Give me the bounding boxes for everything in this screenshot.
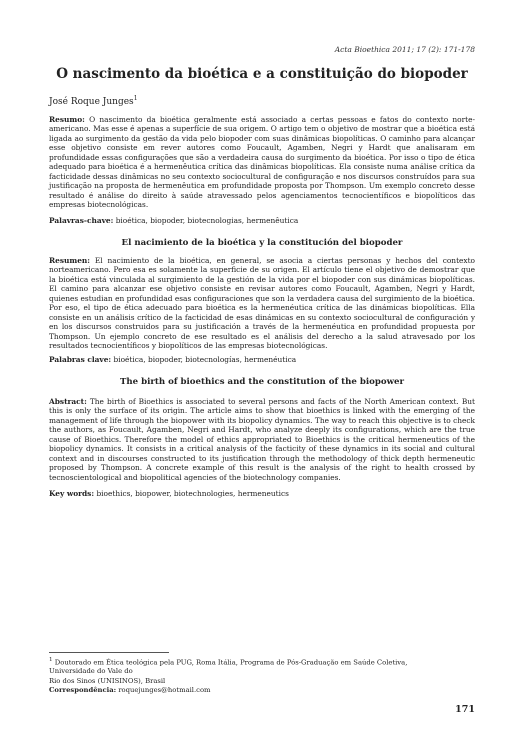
abstract-text: The birth of Bioethics is associated to several persons and facts of the North American context. But this is only the surface of its origin. The article aims to show that bioethics is linked with the emerging of the management of life through the biopower with its biopolicy dynamics. The way to reach this objective is to check the authors, as Foucault, Agamben, Negri and Hardt, who analyze deeply its configurations, which are the true cause of Bioethics. Therefore the model of ethics appropriated to Bioethics is the critical hermeneutics of the biopolicy dynamics. It consists in a critical analysis of the facticity of these dynamics in its social and cultural context and in discourses constructed to its justification through the methodology of thick depth hermeneutic proposed by Thompson. A concrete example of this result is the analysis of the right to health crossed by tecnoscientological and biopolitical agencies of the biotechnology companies. [49, 397, 475, 482]
footnote [49, 656, 439, 695]
footnote-correspondence [49, 686, 439, 695]
section-title-spanish: El nacimiento de la bioética y la constitución del biopoder [121, 238, 403, 248]
keywords-spanish [49, 355, 475, 364]
abstract-label: Resumen: [49, 256, 91, 265]
keywords-text: bioethics, biopower, biotechnologies, hermeneutics [96, 489, 289, 498]
keywords-text: bioética, biopoder, biotecnologías, hermenéutica [113, 355, 297, 364]
keywords-text: bioética, biopoder, biotecnologias, hermenêutica [115, 216, 299, 225]
keywords-portuguese [49, 216, 475, 225]
affiliation-line-2: Rio dos Sinos (UNISINOS), Brasil [49, 676, 166, 685]
section-title-english: The birth of bioethics and the constitution of the biopower [120, 377, 404, 387]
keywords-english [49, 489, 475, 498]
author-footnote-marker: 1 [133, 95, 138, 102]
keywords-label: Palabras clave: [49, 355, 112, 364]
abstract-spanish [49, 256, 475, 351]
journal-citation: Acta Bioethica 2011; 17 (2): 171-178 [334, 45, 475, 54]
abstract-english [49, 397, 475, 482]
author-line [49, 95, 138, 107]
keywords-label: Key words: [49, 489, 95, 498]
footnote-divider [49, 652, 169, 653]
article-title: O nascimento da bioética e a constituição do biopoder [56, 66, 468, 82]
keywords-label: Palavras-chave: [49, 216, 114, 225]
correspondence-email[interactable]: roquejunges@hotmail.com [118, 685, 211, 694]
abstract-label: Resumo: [49, 115, 85, 124]
footnote-marker: 1 [49, 657, 53, 663]
page-number: 171 [455, 704, 475, 715]
correspondence-label: Correspondência: [49, 685, 117, 694]
abstract-text: El nacimiento de la bioética, en general, se asocia a ciertas personas y hechos del contexto norteamericano. Pero esa es solamente la superficie de su origen. El artículo tiene el objetivo de demostrar que la bioética está vinculada al surgimiento de la gestión de la vida por el biopoder con sus dinámicas biopolíticas. El camino para alcanzar ese objetivo consiste en revisar autores como Foucault, Agamben, Negri y Hardt, quienes estudian en profundidad esas configuraciones que son la verdadera causa del surgimiento de la bioética. Por eso, el tipo de ética adecuado para bioética es la hermenéutica crítica de las dinámicas biopolíticas. Ella consiste en un análisis crítico de la facticidad de esas dinámicas en su contexto sociocultural de configuración y en los discursos construidos para su justificación a través de la hermenéutica en profundidad propuesta por Thompson. Un ejemplo concreto de ese resultado es el análisis del derecho a la salud atravesado por los resultados tecnocientíficos y biopolíticos de las empresas biotecnológicas. [49, 256, 475, 351]
affiliation-line-1: Doutorado em Ética teológica pela PUG, Roma Itália, Programa de Pós-Graduação em Saúde Coletiva, Universidade do Vale do [49, 658, 408, 676]
abstract-label: Abstract: [49, 397, 87, 406]
abstract-text: O nascimento da bioética geralmente está associado a certas pessoas e fatos do contexto norte-americano. Mas esse é apenas a superfície de sua origem. O artigo tem o objetivo de mostrar que a bioética está ligada ao surgimento da gestão da vida pelo biopoder com suas dinâmicas biopolíticas. O caminho para alcançar esse objetivo consiste em rever autores como Foucault, Agamben, Negri y Hardt que analisaram em profundidade essas configurações que são a verdadeira causa do surgimento da bioética. Por isso o tipo de ética adequado para bioética é a hermenêutica crítica das dinâmicas biopolíticas. Ela consiste numa análise crítica da facticidade dessas dinâmicas no seu contexto sociocultural de configuração e nos discursos construídos para sua justificação na proposta de hermenêutica em profundidade proposta por Thompson. Um exemplo concreto desse resultado é análise do direito à saúde atravessado pelos agenciamentos tecnocientíficos e biopolíticos das empresas biotecnológicas. [49, 115, 475, 210]
abstract-portuguese [49, 115, 475, 210]
author-name: José Roque Junges [49, 97, 134, 107]
footnote-affiliation [49, 656, 439, 677]
